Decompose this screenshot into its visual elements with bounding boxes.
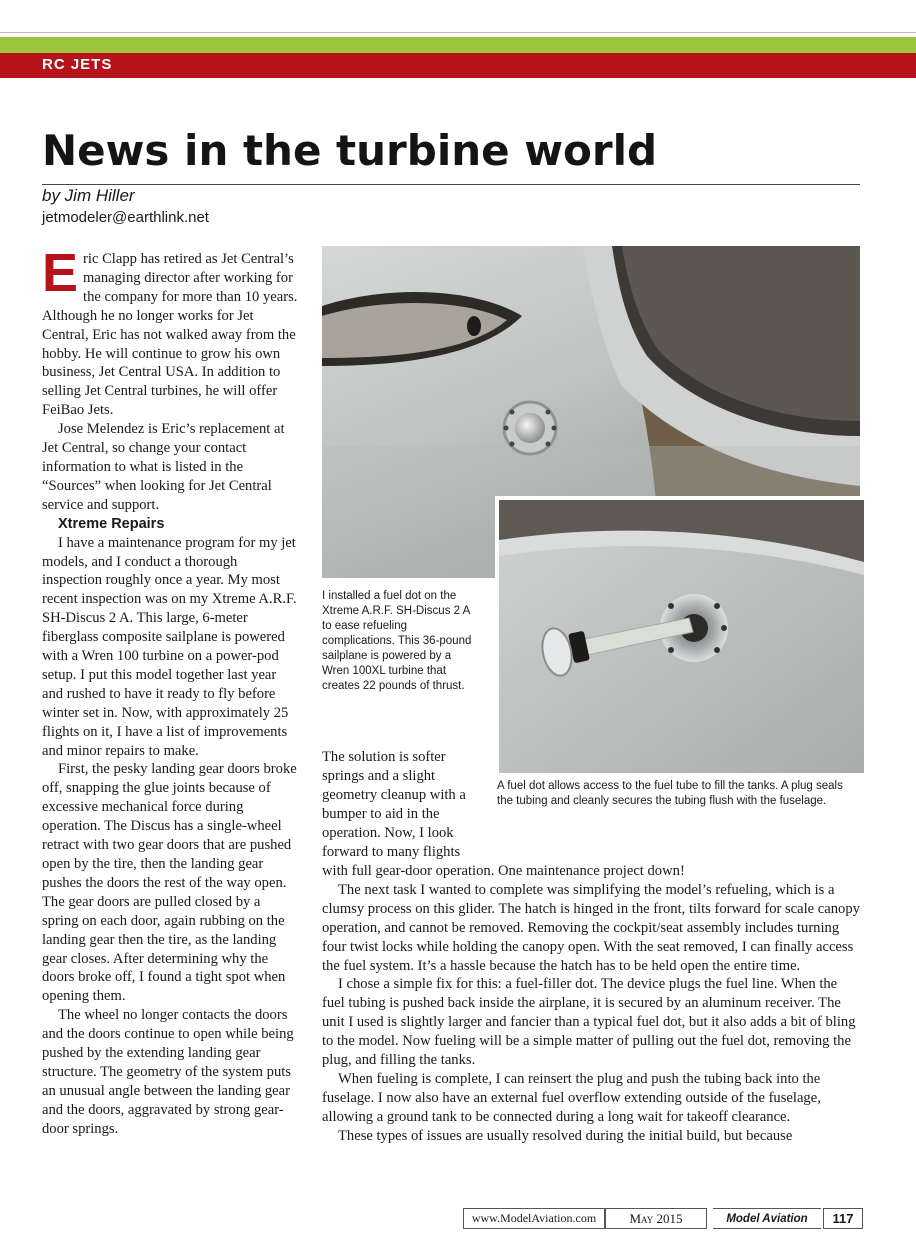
- refueling-paragraph: The next task I wanted to complete was simplifying the model’s refueling, which is a clumsy process on this glider. The hatch is hinged in the front, tilts forward for scale canopy operation, and cannot be removed. Removing the cockpit/seat assembly includes turning four twist locks while holding the canopy open. With the seat removed, I can finally access the fuel system. It’s a hassle because the hatch has to be held open the entire time.: [322, 881, 860, 974]
- intro-paragraph-1-text: ric Clapp has retired as Jet Central’s managing director after working for the company for more than 10 years. Although he no longer works for Jet Central, Eric has not walked away from the hobby. He will continue to grow his own business, Jet Central USA. In addition to selling Jet Central turbines, he will offer FeiBao Jets.: [42, 251, 298, 419]
- solution-paragraph-end: with full gear-door operation. One maintenance project down!: [322, 863, 685, 879]
- intro-paragraph-2: Jose Melendez is Eric’s replacement at Jet Central, so change your contact information to what is listed in the “Sources” when looking for Jet Central service and support.: [42, 421, 285, 513]
- green-header-bar: [0, 37, 916, 53]
- caption-photo-2: A fuel dot allows access to the fuel tube to fill the tanks. A plug seals the tubing and cleanly secures the tubing flush with the fuselage.: [497, 780, 843, 807]
- article-title: News in the turbine world: [42, 126, 658, 175]
- footer-page-number: 117: [823, 1208, 863, 1229]
- caption-photo-1: I installed a fuel dot on the Xtreme A.R.F. SH-Discus 2 A to ease refueling complications. This 36-pound sailplane is powered by a Wren 100XL turbine that creates 22 pounds of thrust.: [322, 590, 472, 692]
- byline: by Jim Hiller: [42, 186, 135, 205]
- right-column-wide: [322, 862, 860, 1146]
- intro-paragraph-1: [42, 243, 300, 420]
- photo-fuel-tube-illustration: [499, 500, 864, 773]
- red-header-bar: [0, 53, 916, 78]
- title-rule: [42, 184, 860, 185]
- footer-issue: May 2015: [605, 1208, 707, 1229]
- fueling-complete-paragraph: When fueling is complete, I can reinsert the plug and push the tubing back into the fuselage. I now also have an external fuel overflow extending outside of the fuselage, allowing a ground tank to be connected during a long wait for takeoff clearance.: [322, 1070, 821, 1125]
- repairs-paragraph-2: First, the pesky landing gear doors broke off, snapping the glue joints because of excessive mechanical force during operation. The Discus has a single-wheel retract with two gear doors that are pushed open by the tire, then the landing gear pushes the doors the rest of the way open. The gear doors are pulled closed by a spring on each door, again rubbing on the landing gear then the tire, as the landing gear closes. After determining why the doors broke off, I found a tight spot when opening them.: [42, 761, 297, 1005]
- photo-fuel-tube-closeup: [495, 496, 864, 773]
- footer-magazine: Model Aviation: [713, 1208, 821, 1229]
- solution-paragraph-start: The solution is softer springs and a slight geometry cleanup with a bumper to aid in the operation. Now, I look forward to many flights: [322, 749, 466, 860]
- drop-cap: E: [42, 243, 79, 303]
- right-column-narrow: [322, 748, 474, 861]
- issues-paragraph: These types of issues are usually resolved during the initial build, but because: [338, 1127, 793, 1144]
- fuel-dot-paragraph: I chose a simple fix for this: a fuel-filler dot. The device plugs the fuel line. When the fuel tubing is pushed back inside the airplane, it is secured by an aluminum receiver. The unit I used is slightly larger and fancier than a typical fuel dot, but it also adds a bit of bling to the model. Now fueling will be a simple matter of pulling out the fuel dot, removing the plug, and filling the tanks.: [322, 976, 856, 1069]
- author-email: jetmodeler@earthlink.net: [42, 209, 209, 226]
- section-label: RC JETS: [42, 56, 113, 73]
- left-column: [42, 243, 300, 1139]
- top-hairline: [0, 32, 916, 33]
- subhead-xtreme-repairs: Xtreme Repairs: [58, 515, 165, 532]
- repairs-paragraph-1: I have a maintenance program for my jet models, and I conduct a thorough inspection roughly once a year. My most recent inspection was on my Xtreme A.R.F. SH-Discus 2 A. This large, 6-meter fiberglass composite sailplane is powered with a Wren 100 turbine on a power-pod setup. I put this model together last year and rushed to have it ready to fly before winter set in. Now, with approximately 25 flights on it, I have a list of improvements and minor repairs to make.: [42, 534, 297, 759]
- repairs-paragraph-3: The wheel no longer contacts the doors and the doors continue to open while being pushed by the extending landing gear structure. The geometry of the system puts an unusual angle between the landing gear and the doors, aggravated by strong gear-door springs.: [42, 1007, 294, 1137]
- footer-url: www.ModelAviation.com: [463, 1208, 605, 1229]
